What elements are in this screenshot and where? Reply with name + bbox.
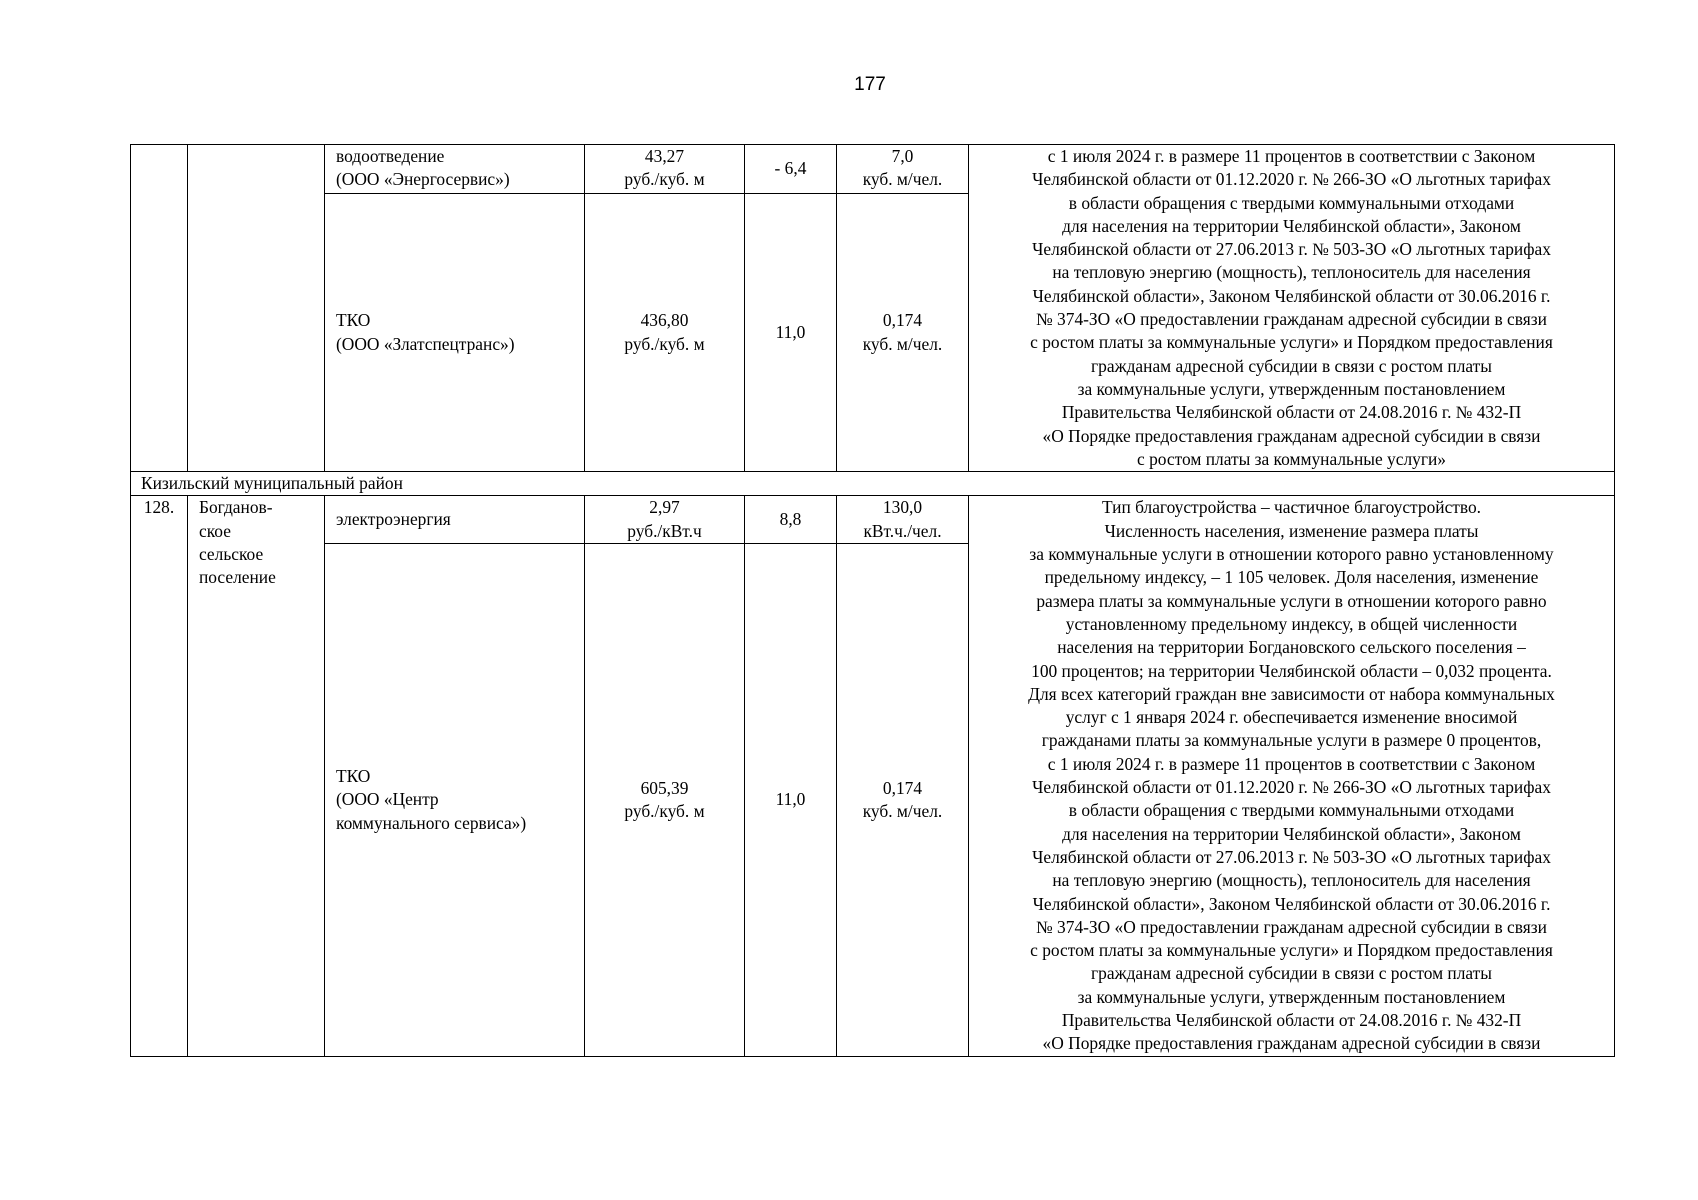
note-line: Челябинской области», Законом Челябинской области от 30.06.2016 г. [1032,285,1551,306]
district-row [131,472,1615,496]
note-line: № 374-ЗО «О предоставлении гражданам адресной субсидии в связи [1036,916,1547,937]
note-line: с ростом платы за коммунальные услуги» и Порядком предоставления [1030,332,1553,353]
note-line: на тепловую энергию (мощность), теплоноситель для населения [1052,870,1531,891]
number-cell-empty [131,145,188,472]
note-line: на тепловую энергию (мощность), теплоноситель для населения [1052,262,1531,283]
note-line: Правительства Челябинской области от 24.08.2016 г. № 432-П [1061,402,1522,423]
note-line: № 374-ЗО «О предоставлении гражданам адресной субсидии в связи [1036,309,1547,330]
service-cell [325,145,585,194]
tariff-unit: руб./кВт.ч [627,520,702,541]
service-provider: (ООО «Златспецтранс») [336,333,515,354]
note-line: гражданам адресной субсидии в связи с ростом платы [1091,355,1492,376]
tariff-table [130,144,1615,1057]
note-line: для населения на территории Челябинской области», Законом [1062,823,1521,844]
note-line: с 1 июля 2024 г. в размере 11 процентов в соответствии с Законом [1047,146,1536,166]
norm-unit: куб. м/чел. [862,169,943,190]
note-line: Челябинской области», Законом Челябинской области от 30.06.2016 г. [1032,893,1551,914]
district-title: Кизильский муниципальный район [131,472,1615,496]
note-line: гражданам адресной субсидии в связи с ростом платы [1091,963,1492,984]
change-cell: 11,0 [745,544,837,1056]
note-line: в области обращения с твердыми коммунальными отходами [1068,800,1515,821]
norm-cell [837,496,969,544]
note-line: Правительства Челябинской области от 24.08.2016 г. № 432-П [1061,1009,1522,1030]
note-line: в области обращения с твердыми коммунальными отходами [1068,192,1515,213]
note-line: Для всех категорий граждан вне зависимости от набора коммунальных [1028,683,1555,704]
service-provider: (ООО «Энергосервис») [336,169,510,190]
settlement-cell-empty [188,145,325,472]
table-row [131,496,1615,544]
settlement-name-line: Богданов- [199,497,273,518]
service-provider: коммунального сервиса») [336,812,527,833]
norm-cell [837,145,969,194]
note-line: гражданами платы за коммунальные услуги в размере 0 процентов, [1041,730,1542,751]
note-line: с ростом платы за коммунальные услуги» [1137,448,1446,469]
service-name: ТКО [336,766,371,787]
settlement-name-line: сельское [199,544,264,565]
service-cell [325,496,585,544]
tariff-unit: руб./куб. м [624,801,705,822]
norm-value: 0,174 [882,310,923,331]
note-line: услуг с 1 января 2024 г. обеспечивается изменение вносимой [1065,707,1518,728]
change-cell: - 6,4 [745,145,837,194]
note-cell [969,145,1615,472]
entry-number: 128. [131,496,188,1056]
note-line: за коммунальные услуги в отношении которого равно установленному [1029,544,1554,565]
tariff-cell [585,194,745,472]
norm-cell [837,544,969,1056]
tariff-unit: руб./куб. м [624,333,705,354]
note-line: Численность населения, изменение размера платы [1104,520,1479,541]
note-line: установленному предельному индексу, в общей численности [1065,613,1518,634]
tariff-cell [585,544,745,1056]
tariff-value: 2,97 [649,497,680,518]
note-line: Челябинской области от 01.12.2020 г. № 266-ЗО «О льготных тарифах [1032,777,1551,798]
norm-value: 130,0 [882,497,923,518]
tariff-unit: руб./куб. м [624,169,705,190]
norm-unit: куб. м/чел. [862,333,943,354]
service-cell [325,544,585,1056]
service-name: ТКО [336,310,371,331]
tariff-value: 436,80 [640,310,689,331]
note-line: для населения на территории Челябинской области», Законом [1062,215,1521,236]
norm-unit: кВт.ч./чел. [863,520,942,541]
note-line: размера платы за коммунальные услуги в отношении которого равно [1036,590,1547,611]
settlement-cell [188,496,325,1056]
note-line: за коммунальные услуги, утвержденным постановлением [1077,378,1506,399]
note-cell [969,496,1615,1056]
service-provider: (ООО «Центр [336,789,439,810]
tariff-cell [585,496,745,544]
change-cell: 8,8 [745,496,837,544]
change-cell: 11,0 [745,194,837,472]
note-line: с ростом платы за коммунальные услуги» и Порядком предоставления [1030,940,1553,961]
note-line: за коммунальные услуги, утвержденным постановлением [1077,986,1506,1007]
settlement-name-line: поселение [199,567,276,588]
note-line: Челябинской области от 01.12.2020 г. № 266-ЗО «О льготных тарифах [1032,169,1551,190]
norm-cell [837,194,969,472]
settlement-name-line: ское [199,520,231,541]
note-line: населения на территории Богдановского сельского поселения – [1057,637,1526,658]
service-cell [325,194,585,472]
table-row [131,145,1615,194]
note-line: Челябинской области от 27.06.2013 г. № 503-ЗО «О льготных тарифах [1032,846,1551,867]
note-line: «О Порядке предоставления гражданам адресной субсидии в связи [1042,425,1541,446]
tariff-cell [585,145,745,194]
note-line: Челябинской области от 27.06.2013 г. № 503-ЗО «О льготных тарифах [1032,239,1551,260]
tariff-value: 43,27 [644,146,685,166]
page-number: 177 [854,74,886,95]
norm-value: 7,0 [891,146,914,166]
note-line: 100 процентов; на территории Челябинской области – 0,032 процента. [1031,660,1552,681]
service-name: водоотведение [336,146,445,166]
tariff-value: 605,39 [640,777,689,798]
note-line: Тип благоустройства – частичное благоустройство. [1101,497,1482,518]
norm-unit: куб. м/чел. [862,801,943,822]
note-line: предельному индексу, – 1 105 человек. Доля населения, изменение [1044,567,1539,588]
note-line: с 1 июля 2024 г. в размере 11 процентов в соответствии с Законом [1047,753,1536,774]
note-line: «О Порядке предоставления гражданам адресной субсидии в связи [1042,1033,1541,1054]
norm-value: 0,174 [882,777,923,798]
service-name: электроэнергия [336,509,451,530]
